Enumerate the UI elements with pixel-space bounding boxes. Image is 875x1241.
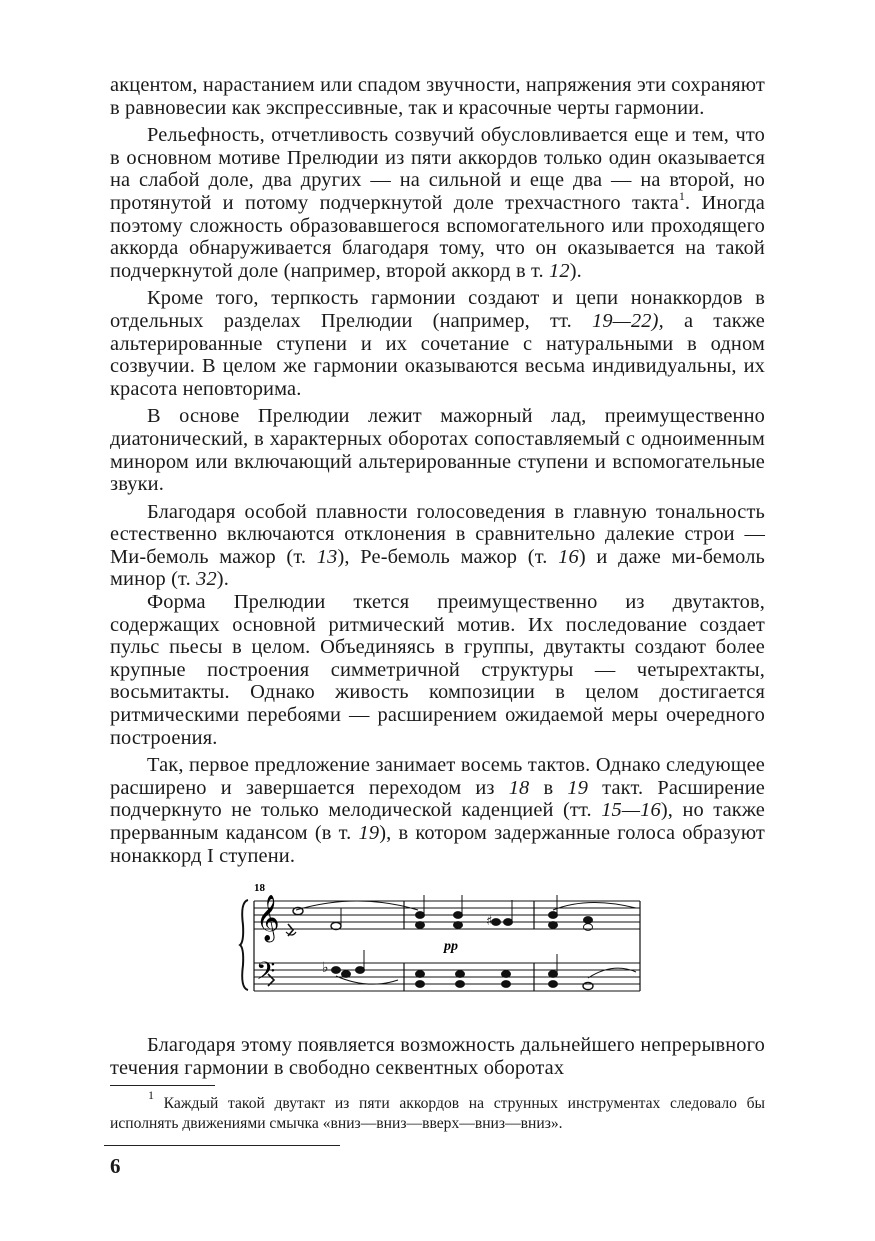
para3-text-a: Кроме того, терпкость гармонии создают и цепи нонаккордов в отдельных разделах Прелюдии (например, тт. — [110, 287, 765, 332]
paragraph-1: акцентом, нарастанием или спадом звучности, напряжения эти сохраняют в равновесии как экспрессивные, так и красочные черты гармонии. — [110, 74, 765, 119]
paragraph-6: Форма Прелюдии ткется преимущественно из двутактов, содержащих основной ритмический мотив. Их последование создает пульс пьесы в целом. Объединяясь в группы, двутакты создают более крупные построения симметричной структуры — четырехтакты, восьмитакты. Однако живость композиции в целом достигается ритмическими перебоями — расширением ожидаемой меры очередного построения. — [110, 591, 765, 749]
para5-text-c: ) и даже ми-бемоль минор (т. — [110, 545, 766, 591]
paragraph-3 — [110, 287, 765, 400]
body-text-continued — [110, 1034, 765, 1079]
para5-text-d: ). — [216, 568, 229, 591]
para7-text-b: в — [529, 776, 568, 799]
paragraph-8: Благодаря этому появляется возможность дальнейшего непрерывного течения гармонии в свободно секвентных оборотах — [110, 1034, 765, 1079]
footnote-separator — [110, 1085, 215, 1086]
para5-text-b: ), Ре-бемоль мажор (т. — [337, 545, 559, 568]
footnote-ref: 1 — [678, 188, 685, 203]
para2-text-c: ). — [569, 259, 582, 282]
paragraph-7 — [110, 754, 765, 867]
page-number: 6 — [110, 1154, 121, 1178]
para7-text-e: ), в котором задержанные голоса образуют нонаккорд I ступени. — [110, 822, 765, 867]
bar-range: 19—22), — [591, 309, 664, 332]
svg-text:♯: ♯ — [486, 914, 493, 929]
bar-number: 13 — [316, 545, 338, 568]
para7-text-d: ), но также прерванным кадансом (в т. — [110, 799, 766, 844]
para2-text-a: Рельефность, отчетливость созвучий обусловливается еще и тем, что в основном мотиве Прелюдии из пяти аккордов только один оказывается на слабой доле, два других — на сильной и еще два — на второй, но протянутой и потому подчеркнутой доле трехчастного такта — [110, 124, 765, 214]
paragraph-4: В основе Прелюдии лежит мажорный лад, преимущественно диатонический, в характерных оборотах сопоставляемый с одноименным минором или включающий альтерированные ступени и вспомогательные звуки. — [110, 405, 765, 496]
bar-number: 12 — [549, 259, 570, 282]
footnote-mark: 1 — [148, 1088, 154, 1102]
bass-staff — [254, 963, 640, 991]
body-text — [110, 74, 765, 867]
bottom-rule — [104, 1145, 340, 1146]
grand-staff-brace — [240, 900, 248, 990]
bar-number: 18 — [508, 776, 530, 799]
bar-number: 19 — [567, 776, 589, 799]
footnote-text: Каждый такой двутакт из пяти аккордов на струнных инструментах следовало бы исполнять движениями смычка «вниз—вниз—вверх—вниз—вниз». — [110, 1095, 765, 1132]
bar-range: 15—16 — [601, 799, 661, 822]
paragraph-2 — [110, 124, 765, 282]
para7-text-c: такт. Расширение подчеркнуто не только мелодической каденцией (тт. — [110, 776, 766, 822]
para3-text-b: а также альтерированные ступени и их сочетание с натуральными в одном созвучии. В целом же гармонии оказываются весьма индивидуальны, их красота неповторима. — [110, 309, 765, 400]
para2-text-b: . Иногда поэтому сложность образовавшегося вспомогательного или проходящего аккорда обнаруживается благодаря тому, что он оказывается на такой подчеркнутой доле (например, второй аккорд в т. — [110, 191, 765, 282]
para5-text-a: Благодаря особой плавности голосоведения в главную тональность естественно включаются отклонения в сравнительно далекие строи — Ми-бемоль мажор (т. — [110, 500, 765, 568]
measure-number: 18 — [254, 882, 265, 894]
dynamic-marking: pp — [444, 939, 458, 954]
paragraph-5 — [110, 501, 765, 591]
bar-number: 19 — [358, 822, 380, 844]
music-example — [238, 880, 648, 1010]
treble-staff — [254, 901, 640, 929]
bar-number: 32 — [196, 568, 217, 591]
footnote — [110, 1088, 765, 1134]
svg-text:♭: ♭ — [322, 960, 329, 976]
bass-clef-icon: 𝄢 — [256, 957, 276, 992]
para7-text-a: Так, первое предложение занимает восемь тактов. Однако следующее расширено и завершается переходом из — [110, 754, 765, 799]
bar-number: 16 — [558, 545, 579, 568]
treble-clef-icon: 𝄞 — [256, 895, 280, 941]
